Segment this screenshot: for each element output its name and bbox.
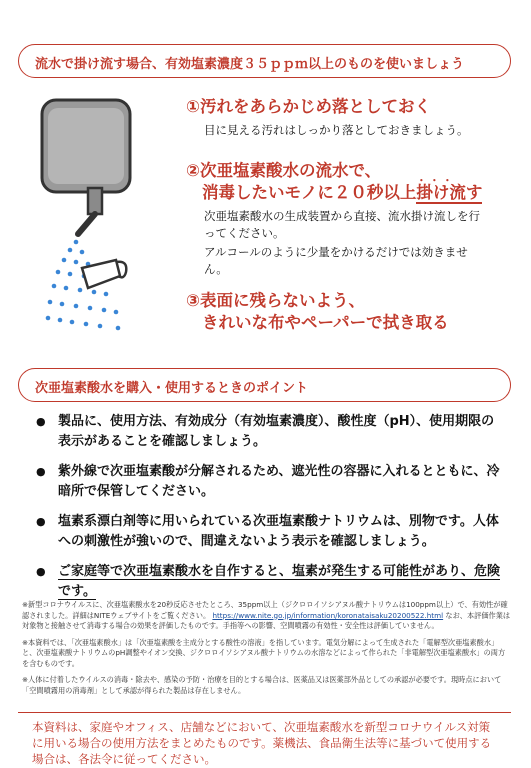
- section2-banner-text: 次亜塩素酸水を購入・使用するときのポイント: [35, 381, 309, 396]
- footnotes: [22, 600, 512, 702]
- step2-title-part-b: ・・・ 掛け流す: [416, 183, 482, 204]
- nite-link[interactable]: https://www.nite.go.jp/information/koronataisaku20200522.html: [212, 610, 444, 620]
- footnote-1-text: ※新型コロナウイルスに、次亜塩素酸水を20秒反応させたところ、35ppm以上（ジクロロイソシアヌル酸ナトリウムは100ppm以上）で、有効性が確認されました。詳細はNITEウェブサイトをご覧ください。: [22, 600, 508, 620]
- point-item: ● 紫外線で次亜塩素酸が分解されるため、遮光性の容器に入れるとともに、冷暗所で保管してください。: [36, 462, 506, 502]
- step2-title-line1: ②次亜塩素酸水の流水で、: [186, 161, 382, 180]
- footnote-1-text-b: なお、本評価作業は対象物と接触させて消毒する場合の効果を評価したものです。手指等への影響、空間噴霧の有効性・安全性は評価していません。: [22, 610, 511, 630]
- section2-banner: [18, 368, 511, 402]
- step2-desc2: アルコールのように少量をかけるだけでは効きません。: [204, 245, 468, 276]
- faucet-water-icon: [38, 92, 178, 332]
- point-item: ● 塩素系漂白剤等に用いられている次亜塩素酸ナトリウムは、別物です。人体への刺激性が強いので、間違えないよう表示を確認しましょう。: [36, 512, 506, 552]
- section1-banner-text: 流水で掛け流す場合、有効塩素濃度３５ｐｐｍ以上のものを使いましょう: [35, 57, 465, 72]
- section1-banner: [18, 44, 511, 78]
- footnote-2: ※本資料では、「次亜塩素酸水」は「次亜塩素酸を主成分とする酸性の溶液」を指しています。電気分解によって生成された「電解型次亜塩素酸水」と、次亜塩素酸ナトリウムのpH調整やイオン交換、ジクロロイソシアヌル酸ナトリウムの水溶などによって作られた「非電解型次亜塩素酸水」の両方を含むものです。: [22, 637, 506, 668]
- step2-title-part-a: 消毒したいモノに２０秒以上: [202, 183, 417, 202]
- points-list: [36, 412, 506, 612]
- footer-disclaimer: 本資料は、家庭やオフィス、店舗などにおいて、次亜塩素酸水を新型コロナウイルス対策に用いる場合の使用方法をまとめたものです。薬機法、食品衛生法等に基づいて使用する場合は、各法令に従ってください。: [18, 712, 511, 767]
- point-item: ● 製品に、使用方法、有効成分（有効塩素濃度）、酸性度（pH）、使用期限の表示があることを確認しましょう。: [36, 412, 506, 452]
- point-item-warning: [36, 562, 506, 602]
- step2-title-line2: [202, 182, 482, 204]
- step2-desc1: 次亜塩素酸水の生成装置から直接、流水掛け流しを行ってください。: [204, 209, 480, 240]
- step1-desc: 目に見える汚れはしっかり落としておきましょう。: [204, 123, 469, 137]
- footnote-3: ※人体に付着したウイルスの消毒・除去や、感染の予防・治療を目的とする場合は、医薬品又は医薬部外品としての承認が必要です。現時点において「空間噴霧用の消毒剤」として承認が得られた製品は存在しません。: [22, 675, 502, 695]
- step1-title: ①汚れをあらかじめ落としておく: [186, 97, 431, 116]
- step3-title-line2: きれいな布やペーパーで拭き取る: [202, 313, 449, 332]
- warning-text: ご家庭等で次亜塩素酸水を自作すると、塩素が発生する可能性があり、危険です。: [58, 564, 501, 599]
- step3-title-line1: ③表面に残らないよう、: [186, 291, 365, 310]
- footnote-1: [22, 600, 512, 632]
